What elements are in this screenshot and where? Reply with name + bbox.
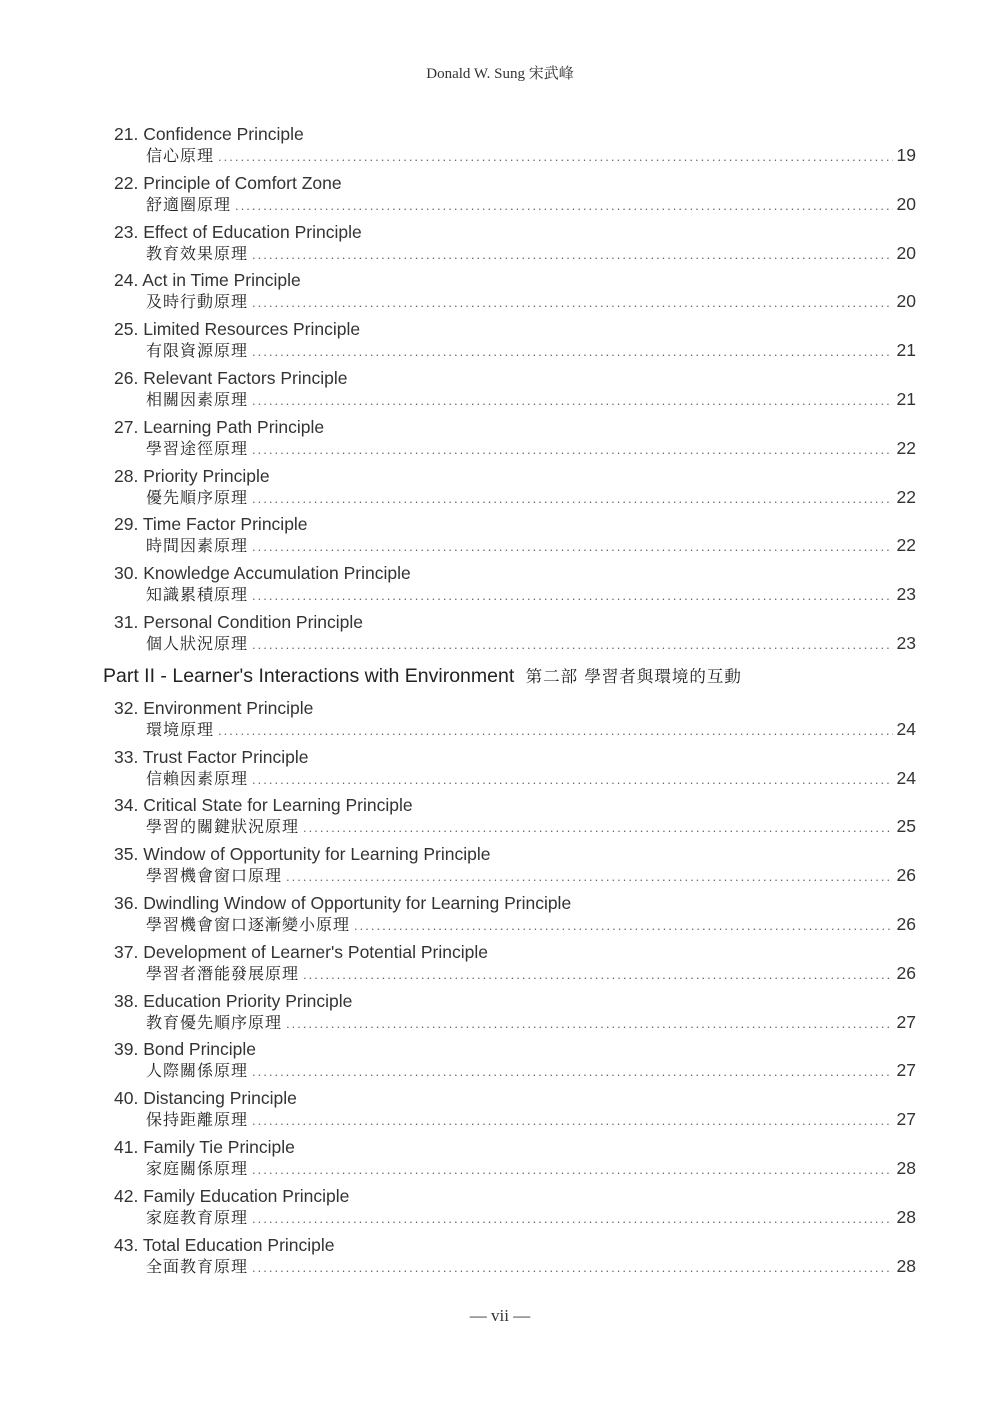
toc-entry-page-number: 26 bbox=[896, 913, 916, 934]
toc-entry-page-number: 26 bbox=[896, 962, 916, 983]
toc-entry-page-number: 23 bbox=[896, 584, 916, 605]
dot-leader bbox=[252, 634, 893, 656]
running-header: Donald W. Sung 宋武峰 bbox=[426, 66, 574, 82]
dot-leader bbox=[252, 585, 893, 607]
toc-entry bbox=[103, 171, 916, 220]
toc-entry-title-zh: 個人狀況原理 bbox=[146, 633, 249, 653]
part-heading-zh: 第二部 學習者與環境的互動 bbox=[525, 666, 742, 686]
dot-leader bbox=[354, 915, 893, 937]
dot-leader bbox=[218, 720, 893, 742]
toc-entry-title-zh: 知識累積原理 bbox=[146, 585, 249, 605]
toc-entry bbox=[103, 610, 916, 659]
toc-entry bbox=[103, 220, 916, 269]
toc-entry-zh-line bbox=[146, 1059, 916, 1083]
toc-entry-page-number: 27 bbox=[896, 1109, 916, 1130]
dot-leader bbox=[252, 488, 893, 510]
toc-entry bbox=[103, 317, 916, 366]
toc-entry-title-en: 34. Critical State for Learning Principle bbox=[114, 795, 413, 816]
table-of-contents bbox=[103, 122, 916, 1281]
toc-entry-title-en: 42. Family Education Principle bbox=[114, 1185, 350, 1206]
toc-entry-page-number: 22 bbox=[896, 486, 916, 507]
toc-entry-zh-line bbox=[146, 388, 916, 412]
dot-leader bbox=[252, 769, 893, 791]
toc-entry bbox=[103, 1037, 916, 1086]
page-number: — vii — bbox=[469, 1306, 531, 1325]
dot-leader bbox=[252, 1159, 893, 1181]
dot-leader bbox=[252, 1110, 893, 1132]
toc-entry-page-number: 24 bbox=[896, 718, 916, 739]
toc-entry-title-en: 25. Limited Resources Principle bbox=[114, 319, 361, 340]
toc-entry-zh-line bbox=[146, 534, 916, 558]
toc-entry-title-zh: 學習途徑原理 bbox=[146, 438, 249, 458]
toc-entry-page-number: 21 bbox=[896, 388, 916, 409]
toc-entry-zh-line bbox=[146, 864, 916, 888]
toc-entry-title-zh: 全面教育原理 bbox=[146, 1256, 249, 1276]
toc-entry-zh-line bbox=[146, 1011, 916, 1035]
dot-leader bbox=[252, 1257, 893, 1279]
toc-entry-title-en: 33. Trust Factor Principle bbox=[114, 746, 309, 767]
toc-entry-zh-line bbox=[146, 339, 916, 363]
toc-entry bbox=[103, 842, 916, 891]
toc-entry-title-en: 24. Act in Time Principle bbox=[114, 270, 301, 291]
dot-leader bbox=[252, 292, 893, 314]
part-1-entries bbox=[103, 122, 916, 659]
dot-leader bbox=[218, 146, 893, 168]
toc-entry-title-en: 39. Bond Principle bbox=[114, 1039, 257, 1060]
toc-entry-title-zh: 環境原理 bbox=[146, 719, 215, 739]
toc-entry-page-number: 28 bbox=[896, 1157, 916, 1178]
toc-entry-title-en: 23. Effect of Education Principle bbox=[114, 221, 362, 242]
toc-entry bbox=[103, 122, 916, 171]
toc-entry-title-en: 29. Time Factor Principle bbox=[114, 514, 308, 535]
toc-entry-page-number: 28 bbox=[896, 1255, 916, 1276]
toc-entry-page-number: 23 bbox=[896, 632, 916, 653]
toc-entry-zh-line bbox=[146, 913, 916, 937]
toc-entry bbox=[103, 268, 916, 317]
toc-entry bbox=[103, 464, 916, 513]
toc-entry-title-en: 36. Dwindling Window of Opportunity for Learning Principle bbox=[114, 892, 572, 913]
toc-entry-title-zh: 相關因素原理 bbox=[146, 389, 249, 409]
toc-entry-page-number: 20 bbox=[896, 242, 916, 263]
toc-entry-title-zh: 優先順序原理 bbox=[146, 487, 249, 507]
toc-entry bbox=[103, 1233, 916, 1282]
toc-entry-page-number: 20 bbox=[896, 291, 916, 312]
toc-entry-title-zh: 及時行動原理 bbox=[146, 292, 249, 312]
toc-entry-zh-line bbox=[146, 290, 916, 314]
toc-entry-page-number: 21 bbox=[896, 340, 916, 361]
toc-entry-title-zh: 時間因素原理 bbox=[146, 536, 249, 556]
dot-leader bbox=[252, 244, 893, 266]
toc-entry-title-zh: 保持距離原理 bbox=[146, 1110, 249, 1130]
toc-entry bbox=[103, 1135, 916, 1184]
toc-entry-title-en: 30. Knowledge Accumulation Principle bbox=[114, 563, 411, 584]
toc-entry-title-zh: 學習者潛能發展原理 bbox=[146, 963, 300, 983]
toc-entry-title-zh: 教育效果原理 bbox=[146, 243, 249, 263]
toc-entry-title-zh: 學習的關鍵狀況原理 bbox=[146, 817, 300, 837]
dot-leader bbox=[252, 1061, 893, 1083]
toc-entry-title-en: 28. Priority Principle bbox=[114, 465, 270, 486]
toc-entry-zh-line bbox=[146, 767, 916, 791]
toc-entry bbox=[103, 989, 916, 1038]
toc-entry-zh-line bbox=[146, 583, 916, 607]
toc-entry-zh-line bbox=[146, 242, 916, 266]
toc-entry bbox=[103, 415, 916, 464]
toc-entry bbox=[103, 696, 916, 745]
toc-entry-title-en: 41. Family Tie Principle bbox=[114, 1136, 295, 1157]
toc-entry-title-en: 22. Principle of Comfort Zone bbox=[114, 172, 342, 193]
toc-entry-title-en: 43. Total Education Principle bbox=[114, 1234, 335, 1255]
toc-entry-page-number: 22 bbox=[896, 437, 916, 458]
toc-entry-title-en: 38. Education Priority Principle bbox=[114, 990, 353, 1011]
dot-leader bbox=[303, 964, 893, 986]
toc-entry-zh-line bbox=[146, 815, 916, 839]
toc-entry-zh-line bbox=[146, 193, 916, 217]
toc-entry-page-number: 27 bbox=[896, 1060, 916, 1081]
toc-entry-title-en: 37. Development of Learner's Potential Principle bbox=[114, 941, 488, 962]
dot-leader bbox=[252, 390, 893, 412]
toc-entry-zh-line bbox=[146, 437, 916, 461]
toc-entry-zh-line bbox=[146, 1108, 916, 1132]
dot-leader bbox=[286, 866, 893, 888]
toc-entry-page-number: 22 bbox=[896, 535, 916, 556]
toc-entry-title-en: 35. Window of Opportunity for Learning Principle bbox=[114, 844, 491, 865]
toc-entry-title-en: 27. Learning Path Principle bbox=[114, 416, 325, 437]
toc-entry bbox=[103, 561, 916, 610]
toc-entry-title-zh: 信賴因素原理 bbox=[146, 768, 249, 788]
part-2-entries bbox=[103, 696, 916, 1282]
dot-leader bbox=[235, 195, 893, 217]
toc-entry-title-en: 26. Relevant Factors Principle bbox=[114, 367, 348, 388]
toc-entry-zh-line bbox=[146, 962, 916, 986]
toc-entry-title-zh: 人際關係原理 bbox=[146, 1061, 249, 1081]
toc-entry-title-zh: 學習機會窗口逐漸變小原理 bbox=[146, 914, 351, 934]
toc-entry bbox=[103, 1184, 916, 1233]
dot-leader bbox=[303, 817, 893, 839]
part-heading-en: Part II - Learner's Interactions with Environment bbox=[103, 664, 515, 687]
toc-entry-title-en: 31. Personal Condition Principle bbox=[114, 611, 364, 632]
toc-entry-title-zh: 家庭教育原理 bbox=[146, 1207, 249, 1227]
toc-entry-zh-line bbox=[146, 1157, 916, 1181]
part-heading bbox=[103, 659, 916, 696]
toc-entry-zh-line bbox=[146, 632, 916, 656]
toc-entry-title-en: 21. Confidence Principle bbox=[114, 124, 304, 144]
toc-entry bbox=[103, 793, 916, 842]
toc-entry-page-number: 26 bbox=[896, 865, 916, 886]
toc-entry-page-number: 24 bbox=[896, 767, 916, 788]
toc-entry-zh-line bbox=[146, 1255, 916, 1279]
toc-entry-title-zh: 有限資源原理 bbox=[146, 341, 249, 361]
dot-leader bbox=[286, 1013, 893, 1035]
toc-entry-zh-line bbox=[146, 486, 916, 510]
toc-entry-page-number: 27 bbox=[896, 1011, 916, 1032]
toc-entry bbox=[103, 512, 916, 561]
toc-entry-page-number: 20 bbox=[896, 193, 916, 214]
toc-entry bbox=[103, 940, 916, 989]
toc-entry-page-number: 25 bbox=[896, 816, 916, 837]
dot-leader bbox=[252, 536, 893, 558]
toc-entry-title-zh: 學習機會窗口原理 bbox=[146, 866, 283, 886]
toc-entry-title-zh: 教育優先順序原理 bbox=[146, 1012, 283, 1032]
dot-leader bbox=[252, 341, 893, 363]
toc-entry bbox=[103, 891, 916, 940]
toc-entry-title-zh: 信心原理 bbox=[146, 146, 215, 165]
toc-entry bbox=[103, 1086, 916, 1135]
toc-entry-title-zh: 舒適圈原理 bbox=[146, 194, 232, 214]
toc-entry-zh-line bbox=[146, 144, 916, 168]
toc-entry-page-number: 19 bbox=[896, 145, 916, 165]
toc-entry-title-zh: 家庭關係原理 bbox=[146, 1158, 249, 1178]
toc-entry bbox=[103, 366, 916, 415]
toc-entry-zh-line bbox=[146, 1206, 916, 1230]
toc-entry-title-en: 40. Distancing Principle bbox=[114, 1088, 297, 1109]
dot-leader bbox=[252, 439, 893, 461]
toc-entry-page-number: 28 bbox=[896, 1206, 916, 1227]
toc-entry bbox=[103, 745, 916, 794]
toc-entry-title-en: 32. Environment Principle bbox=[114, 697, 314, 718]
dot-leader bbox=[252, 1208, 893, 1230]
toc-entry-zh-line bbox=[146, 718, 916, 742]
